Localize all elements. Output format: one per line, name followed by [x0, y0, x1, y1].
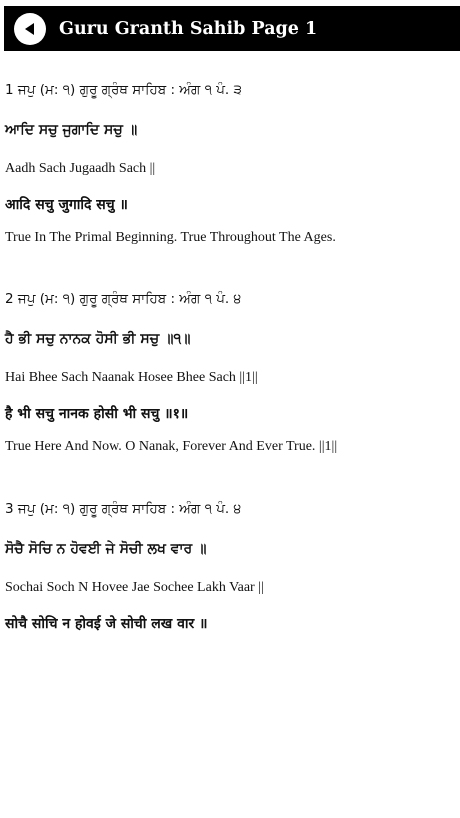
- app-header: [4, 6, 460, 51]
- verse-transliteration: Sochai Soch N Hovee Jae Sochee Lakh Vaar ||: [5, 580, 264, 595]
- verse-hindi: है भी सचु नानक होसी भी सचु ॥१॥: [5, 406, 189, 422]
- verse-transliteration: Hai Bhee Sach Naanak Hosee Bhee Sach ||1||: [5, 370, 258, 385]
- verse-reference: 3 ਜਪੁ (ਮ: ੧) ਗੁਰੂ ਗ੍ਰੰਥ ਸਾਹਿਬ : ਅੰਗ ੧ ਪੰ. ੪: [5, 501, 242, 517]
- verse-translation: True Here And Now. O Nanak, Forever And Ever True. ||1||: [5, 439, 338, 454]
- back-arrow-icon: [21, 20, 39, 38]
- verse-hindi: आदि सचु जुगादि सचु ॥: [5, 197, 128, 213]
- verse-reference: 1 ਜਪੁ (ਮ: ੧) ਗੁਰੂ ਗ੍ਰੰਥ ਸਾਹਿਬ : ਅੰਗ ੧ ਪੰ. ੩: [5, 82, 242, 98]
- page-title: Guru Granth Sahib Page 1: [59, 18, 318, 39]
- verse-gurmukhi: ਹੈ ਭੀ ਸਚੁ ਨਾਨਕ ਹੋਸੀ ਭੀ ਸਚੁ ॥੧॥: [5, 331, 191, 347]
- verse-gurmukhi: ਸੋਚੈ ਸੋਚਿ ਨ ਹੋਵਈ ਜੇ ਸੋਚੀ ਲਖ ਵਾਰ ॥: [5, 541, 207, 557]
- verse-hindi: सोचै सोचि न होवई जे सोची लख वार ॥: [5, 616, 208, 632]
- verse-transliteration: Aadh Sach Jugaadh Sach ||: [5, 161, 156, 176]
- verse-gurmukhi: ਆਦਿ ਸਚੁ ਜੁਗਾਦਿ ਸਚੁ ॥: [5, 122, 138, 138]
- back-button[interactable]: [14, 13, 46, 45]
- verse-translation: True In The Primal Beginning. True Throughout The Ages.: [5, 230, 336, 245]
- verse-reference: 2 ਜਪੁ (ਮ: ੧) ਗੁਰੂ ਗ੍ਰੰਥ ਸਾਹਿਬ : ਅੰਗ ੧ ਪੰ. ੪: [5, 291, 242, 307]
